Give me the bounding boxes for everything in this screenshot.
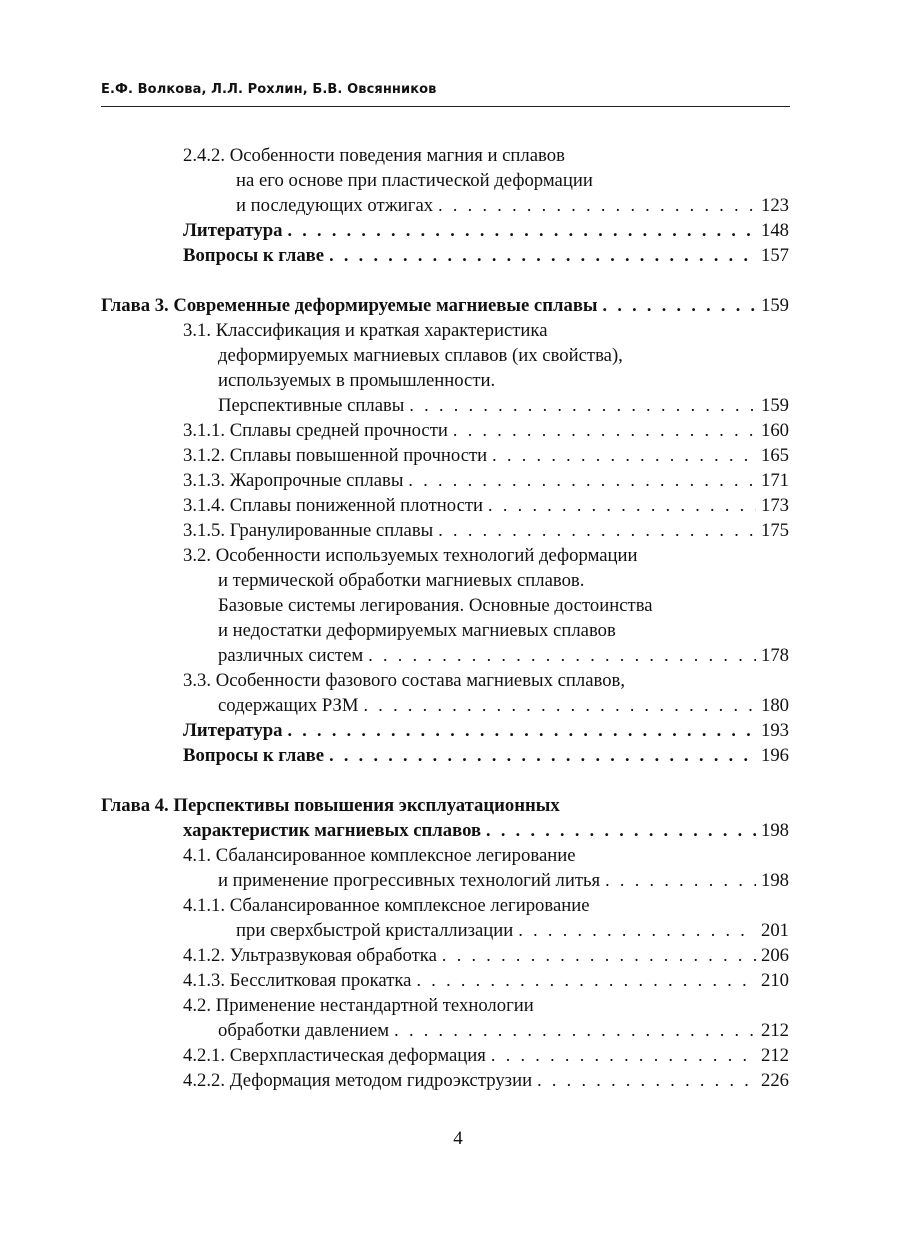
- toc-page-number: 159: [760, 295, 789, 316]
- toc-entry[interactable]: [183, 968, 789, 993]
- toc-entry[interactable]: [183, 1068, 789, 1093]
- toc-entry-text: 4.1.2. Ультразвуковая обработка: [183, 945, 437, 966]
- toc-entry-text: характеристик магниевых сплавов: [183, 820, 482, 841]
- toc-entry-text: Глава 4. Перспективы повышения эксплуатационных: [101, 795, 560, 816]
- toc-entry-text: 4.2. Применение нестандартной технологии: [183, 995, 534, 1016]
- toc-entry-text: 3.2. Особенности используемых технологий деформации: [183, 545, 638, 566]
- toc-page-number: 212: [760, 1045, 789, 1066]
- toc-entry[interactable]: [236, 918, 789, 943]
- toc-page-number: 226: [760, 1070, 789, 1091]
- dot-leader: [491, 1043, 756, 1068]
- toc-entry-text: при сверхбыстрой кристаллизации: [236, 920, 514, 941]
- dot-leader: [537, 1068, 756, 1093]
- toc-page-number: 148: [760, 220, 789, 241]
- dot-leader: [442, 943, 756, 968]
- toc-entry-text: 2.4.2. Особенности поведения магния и сплавов: [183, 145, 565, 166]
- toc-page-number: 196: [760, 745, 789, 766]
- toc-entry[interactable]: [183, 518, 789, 543]
- toc-entry-text: обработки давлением: [218, 1020, 390, 1041]
- toc-entry-text: на его основе при пластической деформации: [236, 170, 593, 191]
- toc-entry[interactable]: [218, 643, 789, 668]
- dot-leader: [438, 193, 756, 218]
- toc-entry-text: 4.1.1. Сбалансированное комплексное легирование: [183, 895, 590, 916]
- dot-leader: [605, 868, 756, 893]
- toc-entry-text: Литература: [183, 220, 283, 241]
- toc-page-number: 159: [760, 395, 789, 416]
- toc-entry-text: Вопросы к главе: [183, 745, 325, 766]
- dot-leader: [438, 518, 756, 543]
- toc-chapter-3[interactable]: [101, 293, 789, 318]
- toc-entry: [218, 593, 789, 618]
- toc-entry-text: 4.2.2. Деформация методом гидроэкструзии: [183, 1070, 533, 1091]
- dot-leader: [492, 443, 756, 468]
- toc-entry[interactable]: [218, 393, 789, 418]
- toc-page-number: 198: [760, 870, 789, 891]
- toc-entry[interactable]: [183, 418, 789, 443]
- toc-entry-literature[interactable]: [183, 718, 789, 743]
- toc-entry: [218, 343, 789, 368]
- dot-leader: [287, 218, 756, 243]
- toc-entry-text: различных систем: [218, 645, 364, 666]
- dot-leader: [408, 468, 756, 493]
- toc-page-number: 212: [760, 1020, 789, 1041]
- dot-leader: [486, 818, 756, 843]
- toc-entry-text: и термической обработки магниевых сплавов.: [218, 570, 585, 591]
- toc-entry-text: деформируемых магниевых сплавов (их свойства),: [218, 345, 623, 366]
- toc-entry-text: Базовые системы легирования. Основные достоинства: [218, 595, 653, 616]
- toc-entry[interactable]: [183, 493, 789, 518]
- dot-leader: [363, 693, 756, 718]
- toc-entry-text: и применение прогрессивных технологий литья: [218, 870, 601, 891]
- page-number: 4: [453, 1128, 463, 1149]
- toc-entry-text: 4.2.1. Сверхпластическая деформация: [183, 1045, 486, 1066]
- toc-page-number: 180: [760, 695, 789, 716]
- toc-page-number: 201: [760, 920, 789, 941]
- toc-page-number: 178: [760, 645, 789, 666]
- dot-leader: [329, 743, 756, 768]
- toc-entry-questions[interactable]: [183, 743, 789, 768]
- toc-entry-text: 3.1.1. Сплавы средней прочности: [183, 420, 448, 441]
- toc-entry[interactable]: [218, 693, 789, 718]
- toc-page-number: 165: [760, 445, 789, 466]
- toc-entry-text: 3.1.2. Сплавы повышенной прочности: [183, 445, 488, 466]
- toc-entry-text: 4.1. Сбалансированное комплексное легирование: [183, 845, 576, 866]
- dot-leader: [409, 393, 756, 418]
- toc-entry-text: Перспективные сплавы: [218, 395, 405, 416]
- toc-entry: [218, 368, 789, 393]
- toc-entry: [183, 543, 789, 568]
- toc-entry-text: 3.1.5. Гранулированные сплавы: [183, 520, 434, 541]
- toc-entry: [236, 168, 789, 193]
- toc-entry-literature[interactable]: [183, 218, 789, 243]
- dot-leader: [287, 718, 756, 743]
- toc-entry: [183, 893, 789, 918]
- toc-page-number: 198: [760, 820, 789, 841]
- dot-leader: [416, 968, 756, 993]
- toc-entry-questions[interactable]: [183, 243, 789, 268]
- toc-page-number: 171: [760, 470, 789, 491]
- toc-entry-text: Литература: [183, 720, 283, 741]
- toc-entry[interactable]: [183, 943, 789, 968]
- toc-entry[interactable]: [183, 468, 789, 493]
- toc-entry[interactable]: [218, 1018, 789, 1043]
- toc-entry-text: 3.1.4. Сплавы пониженной плотности: [183, 495, 484, 516]
- toc-entry[interactable]: [183, 1043, 789, 1068]
- dot-leader: [518, 918, 756, 943]
- toc-page-number: 173: [760, 495, 789, 516]
- toc-entry-text: 3.3. Особенности фазового состава магниевых сплавов,: [183, 670, 626, 691]
- toc-chapter-4: [101, 793, 789, 818]
- toc-entry: [183, 143, 789, 168]
- toc-entry-text: 4.1.3. Бесслитковая прокатка: [183, 970, 412, 991]
- toc-entry-text: Глава 3. Современные деформируемые магниевые сплавы: [101, 295, 598, 316]
- toc-page-number: 157: [760, 245, 789, 266]
- toc-entry: [183, 318, 789, 343]
- toc-page-number: 175: [760, 520, 789, 541]
- toc-entry-text: и последующих отжигах: [236, 195, 434, 216]
- toc-page-number: 160: [760, 420, 789, 441]
- toc-entry[interactable]: [218, 868, 789, 893]
- toc-entry-text: содержащих РЗМ: [218, 695, 359, 716]
- toc-page-number: 123: [760, 195, 789, 216]
- toc-chapter-4-cont[interactable]: [183, 818, 789, 843]
- dot-leader: [329, 243, 756, 268]
- toc-entry-text: используемых в промышленности.: [218, 370, 496, 391]
- toc-entry: [218, 618, 789, 643]
- toc-entry-text: и недостатки деформируемых магниевых сплавов: [218, 620, 616, 641]
- toc-entry-text: 3.1. Классификация и краткая характеристика: [183, 320, 548, 341]
- dot-leader: [603, 293, 756, 318]
- toc-page-number: 206: [760, 945, 789, 966]
- toc-entry[interactable]: [236, 193, 789, 218]
- toc-entry[interactable]: [183, 443, 789, 468]
- running-header-authors: Е.Ф. Волкова, Л.Л. Рохлин, Б.В. Овсянников: [101, 82, 437, 97]
- dot-leader: [453, 418, 756, 443]
- toc-page-number: 193: [760, 720, 789, 741]
- dot-leader: [488, 493, 756, 518]
- toc-entry: [218, 568, 789, 593]
- dot-leader: [368, 643, 756, 668]
- toc-entry-text: Вопросы к главе: [183, 245, 325, 266]
- toc-entry: [183, 668, 789, 693]
- toc-entry: [183, 993, 789, 1018]
- toc-page-number: 210: [760, 970, 789, 991]
- toc-entry: [183, 843, 789, 868]
- dot-leader: [394, 1018, 756, 1043]
- toc-entry-text: 3.1.3. Жаропрочные сплавы: [183, 470, 404, 491]
- header-rule: [101, 106, 790, 107]
